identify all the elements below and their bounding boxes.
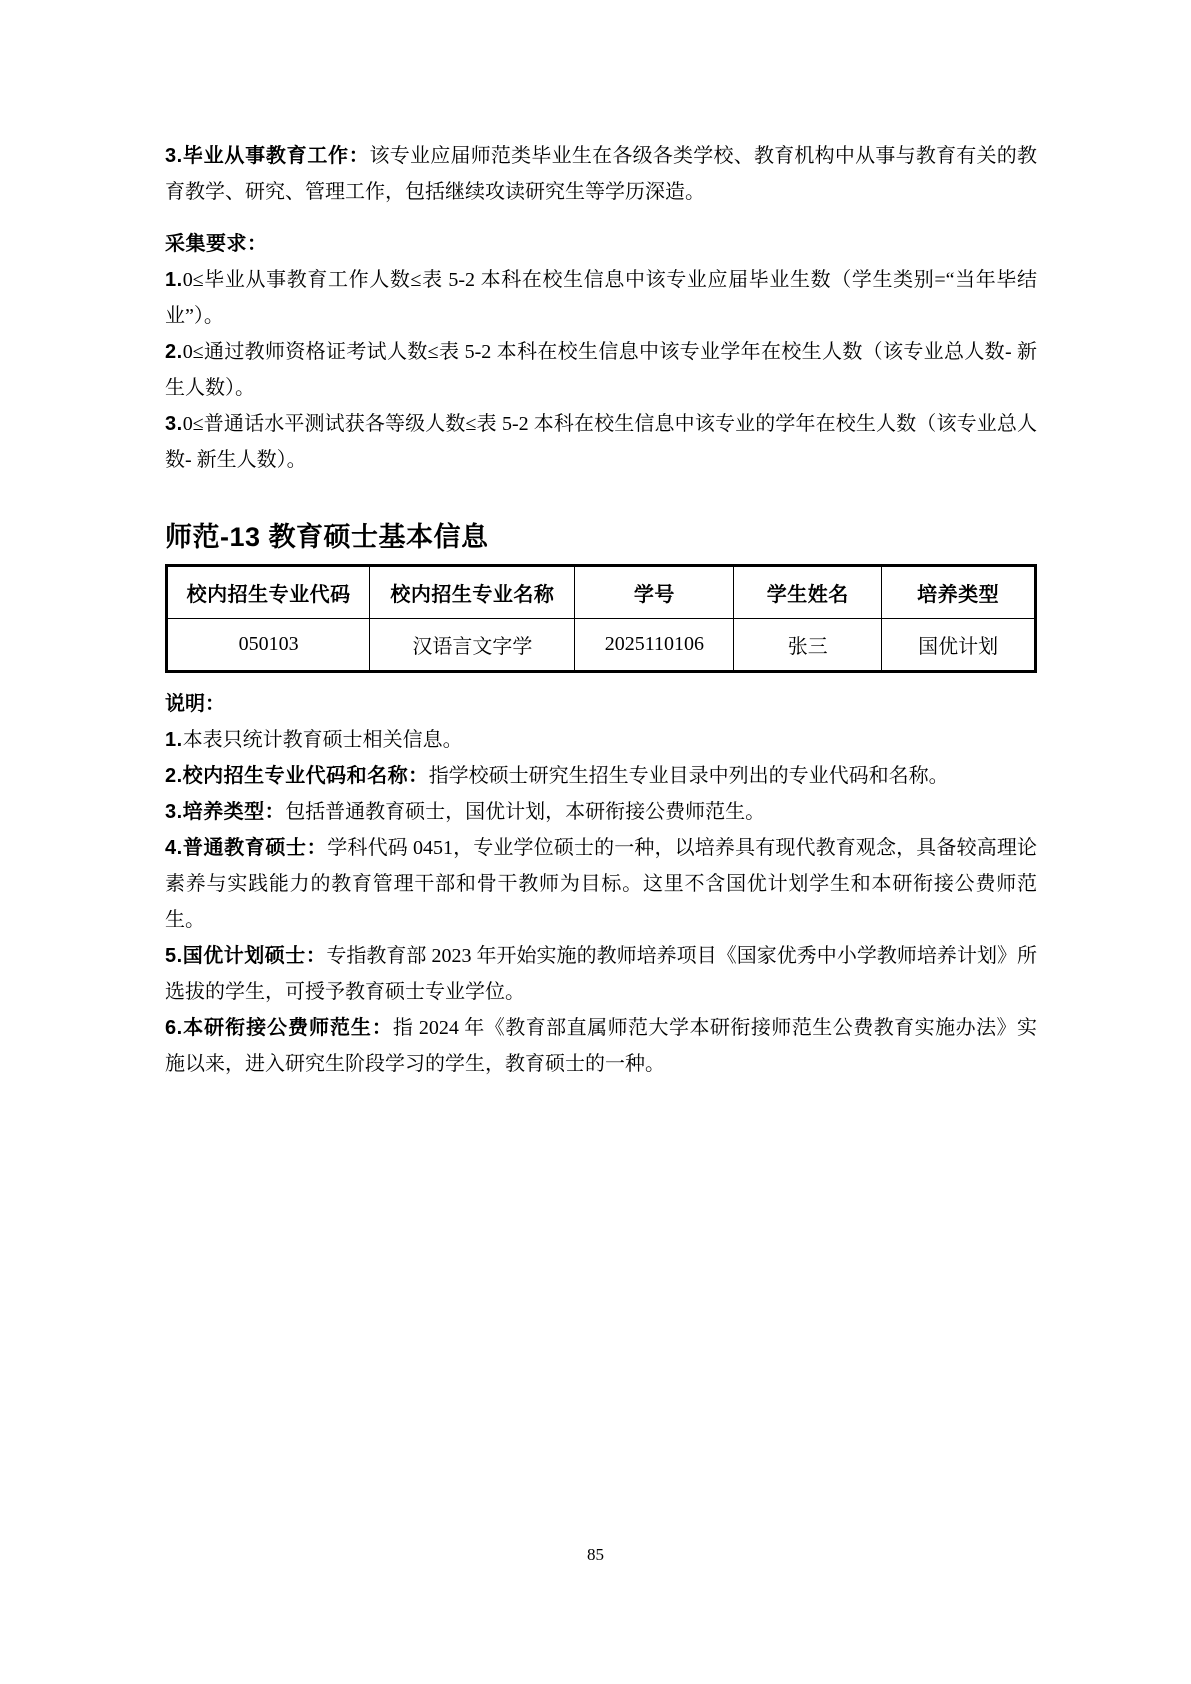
note-item-6 <box>165 1010 1037 1082</box>
cell-training-type: 国优计划 <box>882 619 1036 672</box>
cell-major-code: 050103 <box>167 619 370 672</box>
note-item-5 <box>165 938 1037 1010</box>
requirement-text: 0≤通过教师资格证考试人数≤表 5-2 本科在校生信息中该专业学年在校生人数（该专业总人数- 新生人数）。 <box>165 341 1037 399</box>
col-header-major-code: 校内招生专业代码 <box>167 566 370 619</box>
page-number: 85 <box>587 1545 604 1564</box>
col-header-major-name: 校内招生专业名称 <box>370 566 575 619</box>
paragraph-lead: 3.毕业从事教育工作： <box>165 145 370 167</box>
note-text: 专指教育部 2023 年开始实施的教师培养项目《国家优秀中小学教师培养计划》所选拔的学生，可授予教育硕士专业学位。 <box>165 945 1038 1003</box>
note-item-2 <box>165 758 1037 794</box>
note-lead: 5.国优计划硕士： <box>165 945 327 967</box>
note-item-1 <box>165 722 1037 758</box>
paragraph-text: 该专业应届师范类毕业生在各级各类学校、教育机构中从事与教育有关的教育教学、研究、管理工作，包括继续攻读研究生等学历深造。 <box>165 145 1038 203</box>
note-text: 指 2024 年《教育部直属师范大学本研衔接师范生公费教育实施办法》实施以来，进入研究生阶段学习的学生，教育硕士的一种。 <box>165 1017 1038 1075</box>
requirement-item-2 <box>165 334 1037 406</box>
table-header-row <box>167 566 1036 619</box>
requirement-item-1 <box>165 262 1037 334</box>
note-item-3 <box>165 794 1037 830</box>
section-heading-shifan-13: 师范-13 教育硕士基本信息 <box>165 522 489 552</box>
col-header-student-id: 学号 <box>575 566 734 619</box>
note-text: 本表只统计教育硕士相关信息。 <box>182 729 463 751</box>
col-header-training-type: 培养类型 <box>882 566 1036 619</box>
cell-student-id: 2025110106 <box>575 619 734 672</box>
note-lead: 6.本研衔接公费师范生： <box>165 1017 393 1039</box>
requirement-number: 2. <box>165 341 183 363</box>
note-lead: 3.培养类型： <box>165 801 286 823</box>
edu-master-info-table <box>165 564 1037 673</box>
note-item-4 <box>165 830 1037 938</box>
col-header-student-name: 学生姓名 <box>734 566 882 619</box>
note-text: 指学校硕士研究生招生专业目录中列出的专业代码和名称。 <box>428 765 949 787</box>
requirement-text: 0≤毕业从事教育工作人数≤表 5-2 本科在校生信息中该专业应届毕业生数（学生类别=“当年毕结业”）。 <box>165 269 1037 327</box>
requirement-item-3 <box>165 406 1037 478</box>
paragraph-graduates-in-education <box>165 138 1037 210</box>
requirement-text: 0≤普通话水平测试获各等级人数≤表 5-2 本科在校生信息中该专业的学年在校生人数（该专业总人数- 新生人数）。 <box>165 413 1037 471</box>
requirement-number: 1. <box>165 269 183 291</box>
note-lead: 1. <box>165 729 183 751</box>
table-row <box>167 619 1036 672</box>
note-text: 学科代码 0451，专业学位硕士的一种，以培养具有现代教育观念，具备较高理论素养与实践能力的教育管理干部和骨干教师为目标。这里不含国优计划学生和本研衔接公费师范生。 <box>165 837 1038 931</box>
note-text: 包括普通教育硕士，国优计划，本研衔接公费师范生。 <box>285 801 766 823</box>
note-lead: 2.校内招生专业代码和名称： <box>165 765 429 787</box>
note-lead: 4.普通教育硕士： <box>165 837 328 859</box>
cell-major-name: 汉语言文字学 <box>370 619 575 672</box>
requirement-number: 3. <box>165 413 183 435</box>
cell-student-name: 张三 <box>734 619 882 672</box>
collection-requirements-title: 采集要求： <box>165 233 268 255</box>
notes-title: 说明： <box>165 693 225 715</box>
